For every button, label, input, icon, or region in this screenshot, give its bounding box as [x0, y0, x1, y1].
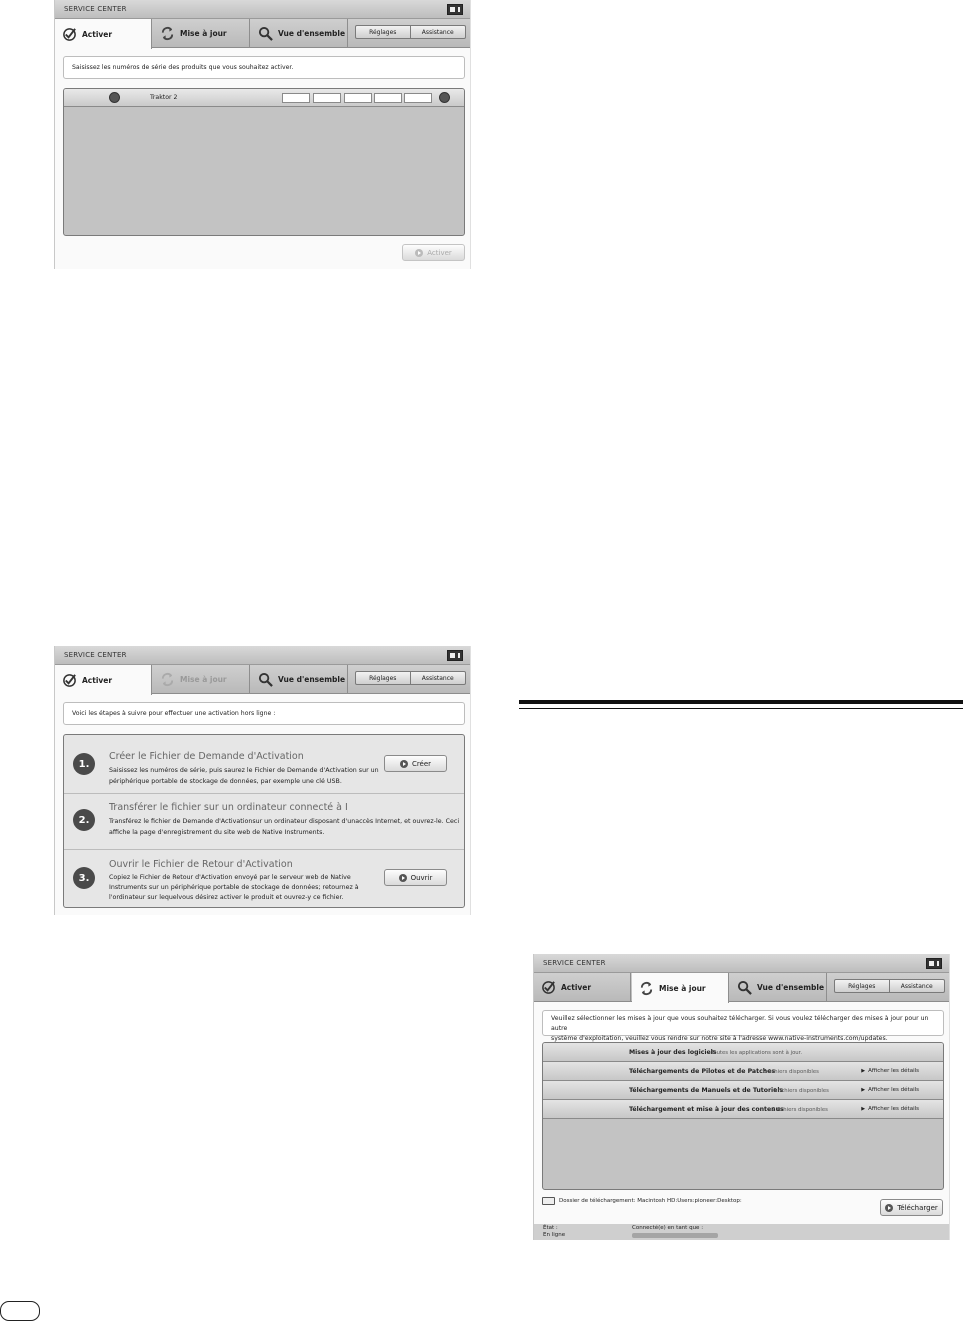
row-status: 6 fichiers disponibles [773, 1088, 829, 1094]
support-button[interactable]: Assistance [889, 980, 945, 992]
refresh-icon [160, 26, 175, 41]
show-details-link[interactable]: ▶ Afficher les détails [861, 1087, 919, 1093]
tab-label: Vue d'ensemble [278, 675, 346, 684]
row-label: Mises à jour des logiciels [629, 1049, 717, 1056]
product-name: Traktor 2 [150, 94, 178, 101]
tab-label: Mise à jour [659, 983, 706, 993]
show-details-link[interactable]: ▶ Afficher les détails [861, 1068, 919, 1074]
section-rule-thick [519, 700, 963, 704]
tab-label: Vue d'ensemble [278, 29, 346, 38]
settings-support-group [355, 25, 466, 39]
step-title: Transférer le fichier sur un ordinateur connecté à I [109, 802, 348, 813]
tab-activate[interactable] [534, 973, 631, 1002]
tab-overview[interactable] [251, 665, 348, 694]
connected-as-label: Connecté(e) en tant que : [632, 1225, 704, 1231]
tab-bar [55, 19, 470, 48]
window-mode-icon[interactable] [447, 4, 463, 15]
tab-overview[interactable] [730, 973, 827, 1002]
checkmark-icon [62, 27, 77, 42]
instruction-box [63, 56, 465, 79]
serial-field-4[interactable] [374, 93, 402, 103]
service-center-window-activate [54, 0, 471, 269]
refresh-icon [160, 672, 175, 687]
activate-button-label: Activer [427, 248, 452, 257]
row-label: Téléchargements de Pilotes et de Patches [629, 1068, 776, 1075]
status-label: État : [543, 1225, 558, 1231]
window-title: SERVICE CENTER [64, 5, 127, 13]
step-title: Créer le Fichier de Demande d'Activation [109, 751, 304, 762]
tab-label: Activer [82, 675, 113, 685]
instruction-text-line: système d'exploitation, veuillez vous rendre sur notre site à l'adresse www.native-instruments.com/updates. [551, 1035, 888, 1042]
cart-icon[interactable] [439, 92, 450, 103]
window-mode-icon[interactable] [447, 650, 463, 661]
search-icon [258, 672, 273, 687]
step-desc-line: l'ordinateur sur lequelvous désirez activer le produit et ouvrez-y ce fichier. [109, 894, 344, 901]
window-titlebar [55, 0, 470, 19]
open-icon [399, 874, 407, 882]
instruction-text: Saisissez les numéros de série des produits que vous souhaitez activer. [72, 64, 294, 71]
updates-panel [542, 1042, 944, 1190]
tab-bar [55, 665, 470, 694]
settings-button[interactable]: Réglages [369, 28, 397, 36]
tab-label: Mise à jour [180, 29, 227, 38]
serial-panel [63, 88, 465, 236]
search-icon [258, 26, 273, 41]
show-details-link[interactable]: ▶ Afficher les détails [861, 1106, 919, 1112]
tab-label: Vue d'ensemble [757, 983, 825, 992]
window-title: SERVICE CENTER [543, 959, 606, 967]
window-title: SERVICE CENTER [64, 651, 127, 659]
status-value: En ligne [543, 1232, 566, 1238]
serial-field-3[interactable] [344, 93, 372, 103]
product-icon [109, 92, 120, 103]
instruction-text: Voici les étapes à suivre pour effectuer une activation hors ligne : [72, 710, 276, 717]
open-button[interactable] [384, 869, 447, 886]
download-folder-path: Dossier de téléchargement: Macintosh HD:Users:pioneer:Desktop: [559, 1198, 742, 1204]
step-number: 3. [73, 867, 95, 889]
tab-bar [534, 973, 949, 1002]
activate-button[interactable] [402, 244, 465, 261]
update-row-drivers[interactable] [543, 1062, 943, 1081]
tab-label: Activer [82, 29, 113, 39]
status-bar [534, 1224, 949, 1240]
redacted-user-email [632, 1233, 718, 1238]
step-title: Ouvrir le Fichier de Retour d'Activation [109, 859, 293, 870]
download-button-label: Télécharger [897, 1203, 938, 1212]
tab-activate[interactable] [55, 19, 152, 49]
tab-overview[interactable] [251, 19, 348, 48]
service-center-window-update [533, 954, 950, 1240]
tab-update [153, 665, 250, 694]
settings-button[interactable]: Réglages [369, 674, 397, 682]
service-center-window-offline [54, 646, 471, 915]
open-button-label: Ouvrir [410, 873, 433, 882]
support-button[interactable]: Assistance [410, 672, 466, 684]
step-open [64, 850, 464, 908]
instruction-box [63, 702, 465, 725]
window-mode-icon[interactable] [926, 958, 942, 969]
row-status: Toutes les applications sont à jour. [711, 1050, 803, 1056]
update-row-software[interactable] [543, 1043, 943, 1062]
product-row [64, 89, 464, 107]
tab-label: Mise à jour [180, 675, 227, 684]
window-titlebar [534, 954, 949, 973]
step-desc-line: Instruments sur un périphérique portable de stockage de données; retournez à [109, 884, 359, 891]
tab-update[interactable] [153, 19, 250, 48]
step-desc-line: Copiez le Fichier de Retour d'Activation envoyé par le serveur web de Native [109, 874, 351, 881]
section-rule-thin [519, 708, 963, 709]
serial-field-1[interactable] [282, 93, 310, 103]
tab-update[interactable] [632, 973, 729, 1003]
step-number: 2. [73, 809, 95, 831]
settings-button[interactable]: Réglages [848, 982, 876, 990]
row-label: Téléchargement et mise à jour des contenus [629, 1106, 784, 1113]
download-icon [885, 1204, 893, 1212]
create-button-label: Créer [411, 759, 432, 768]
update-row-content[interactable] [543, 1100, 943, 1119]
update-row-manuals[interactable] [543, 1081, 943, 1100]
settings-support-group [834, 979, 945, 993]
page-number-badge [0, 1301, 40, 1321]
step-transfer [64, 794, 464, 850]
offline-steps-panel [63, 734, 465, 908]
row-status: 2 fichiers disponibles [772, 1107, 828, 1113]
settings-support-group [355, 671, 466, 685]
support-button[interactable]: Assistance [410, 26, 466, 38]
row-label: Téléchargements de Manuels et de Tutoriels [629, 1087, 784, 1094]
download-button[interactable] [880, 1199, 943, 1216]
download-folder-row [542, 1196, 742, 1206]
folder-icon[interactable] [542, 1197, 555, 1205]
step-desc-line: Saisissez les numéros de série, puis saurez le Fichier de Demande d'Activation sur un [109, 767, 379, 774]
search-icon [737, 980, 752, 995]
instruction-box [542, 1010, 944, 1042]
step-desc-line: affiche la page d'enregistrement du site web de Native Instruments. [109, 829, 325, 836]
window-titlebar [55, 646, 470, 665]
serial-field-5[interactable] [404, 93, 432, 103]
step-create [64, 735, 464, 794]
activate-icon [415, 249, 423, 257]
instruction-text-line: Veuillez sélectionner les mises à jour que vous souhaitez télécharger. Si vous voulez télécharger des mises à jour pour un autre [551, 1015, 929, 1032]
step-desc-line: Transférez le fichier de Demande d'Activationsur un ordinateur disposant d'unaccès Internet, et ouvrez-le. Ceci [109, 818, 460, 825]
step-desc-line: périphérique portable de stockage de données, par exemple une clé USB. [109, 778, 342, 785]
create-button[interactable] [384, 755, 447, 772]
step-number: 1. [73, 753, 95, 775]
row-status: 6 fichiers disponibles [763, 1069, 819, 1075]
tab-label: Activer [561, 983, 592, 992]
tab-activate[interactable] [55, 665, 152, 695]
refresh-icon [639, 981, 654, 996]
checkmark-icon [541, 980, 556, 995]
checkmark-icon [62, 673, 77, 688]
serial-field-2[interactable] [313, 93, 341, 103]
create-icon [400, 760, 408, 768]
